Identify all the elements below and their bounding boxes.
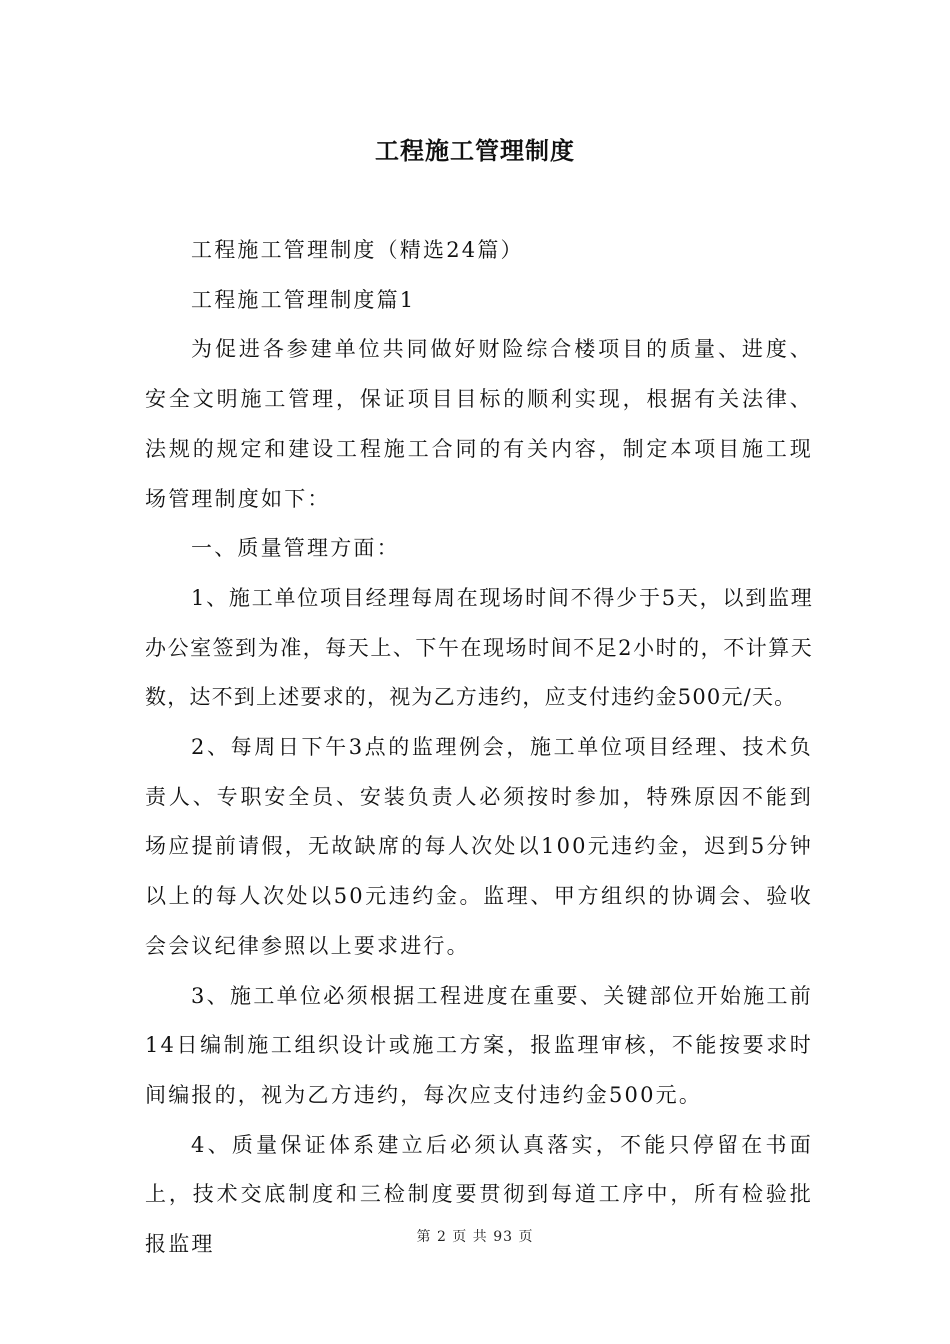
- body-paragraph: 2、每周日下午3点的监理例会，施工单位项目经理、技术负责人、专职安全员、安装负责人必须按时参加，特殊原因不能到场应提前请假，无故缺席的每人次处以100元违约金，迟到5分钟以上的每人次处以50元违约金。监理、甲方组织的协调会、验收会会议纪律参照以上要求进行。: [145, 735, 813, 958]
- document-body: [145, 226, 813, 1270]
- body-paragraph: 为促进各参建单位共同做好财险综合楼项目的质量、进度、安全文明施工管理，保证项目目标的顺利实现，根据有关法律、法规的规定和建设工程施工合同的有关内容，制定本项目施工现场管理制度如下：: [145, 337, 813, 511]
- subsection-heading: 一、质量管理方面：: [191, 536, 400, 561]
- body-paragraph: 1、施工单位项目经理每周在现场时间不得少于5天，以到监理办公室签到为准，每天上、下午在现场时间不足2小时的，不计算天数，达不到上述要求的，视为乙方违约，应支付违约金500元/天。: [145, 585, 813, 710]
- document-title: 工程施工管理制度: [375, 137, 575, 165]
- section-heading: 工程施工管理制度篇1: [191, 287, 416, 312]
- body-paragraph: 4、质量保证体系建立后必须认真落实，不能只停留在书面上，技术交底制度和三检制度要贯彻到每道工序中，所有检验批报监理: [145, 1132, 813, 1257]
- subtitle-paragraph: 工程施工管理制度（精选24篇）: [191, 238, 524, 262]
- page-number-footer: 第 2 页 共 93 页: [416, 1229, 534, 1245]
- body-paragraph: 3、施工单位必须根据工程进度在重要、关键部位开始施工前14日编制施工组织设计或施工方案，报监理审核，不能按要求时间编报的，视为乙方违约，每次应支付违约金500元。: [145, 983, 813, 1107]
